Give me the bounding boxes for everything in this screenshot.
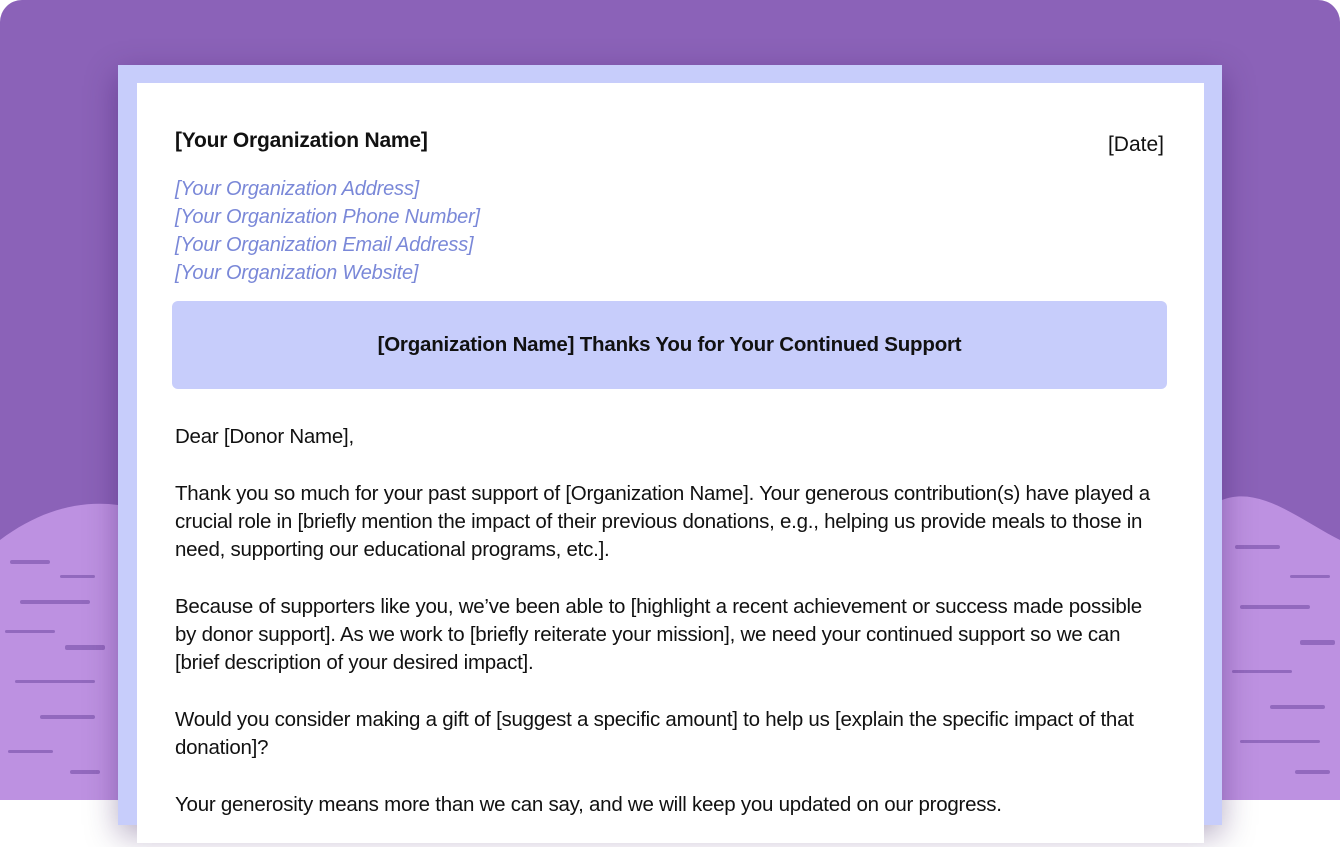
organization-email: [Your Organization Email Address] bbox=[175, 234, 474, 256]
letter-paper bbox=[137, 83, 1204, 843]
title-banner bbox=[172, 301, 1167, 389]
paragraph-4: Your generosity means more than we can say, and we will keep you updated on our progress. bbox=[175, 792, 1002, 816]
paragraph-2: Because of supporters like you, we’ve been able to [highlight a recent achievement or success made possible by donor support]. As we work to [briefly reiterate your mission], we need your continued support so we can [brief description of your desired impact]. bbox=[175, 594, 1142, 675]
organization-name: [Your Organization Name] bbox=[175, 129, 428, 152]
organization-address: [Your Organization Address] bbox=[175, 178, 419, 200]
letter-frame bbox=[118, 65, 1222, 825]
greeting: Dear [Donor Name], bbox=[175, 425, 354, 448]
letter-date: [Date] bbox=[1107, 133, 1164, 156]
organization-phone: [Your Organization Phone Number] bbox=[175, 206, 480, 228]
banner-title: [Organization Name] Thanks You for Your Continued Support bbox=[377, 333, 962, 356]
letter-body bbox=[175, 423, 1167, 847]
contact-block bbox=[175, 175, 480, 287]
paragraph-3: Would you consider making a gift of [suggest a specific amount] to help us [explain the specific impact of that donation]? bbox=[175, 707, 1134, 760]
organization-website: [Your Organization Website] bbox=[175, 262, 419, 284]
paragraph-1: Thank you so much for your past support of [Organization Name]. Your generous contribution(s) have played a crucial role in [briefly mention the impact of their previous donations, e.g., helping us provide meals to those in need, supporting our educational programs, etc.]. bbox=[175, 481, 1150, 562]
